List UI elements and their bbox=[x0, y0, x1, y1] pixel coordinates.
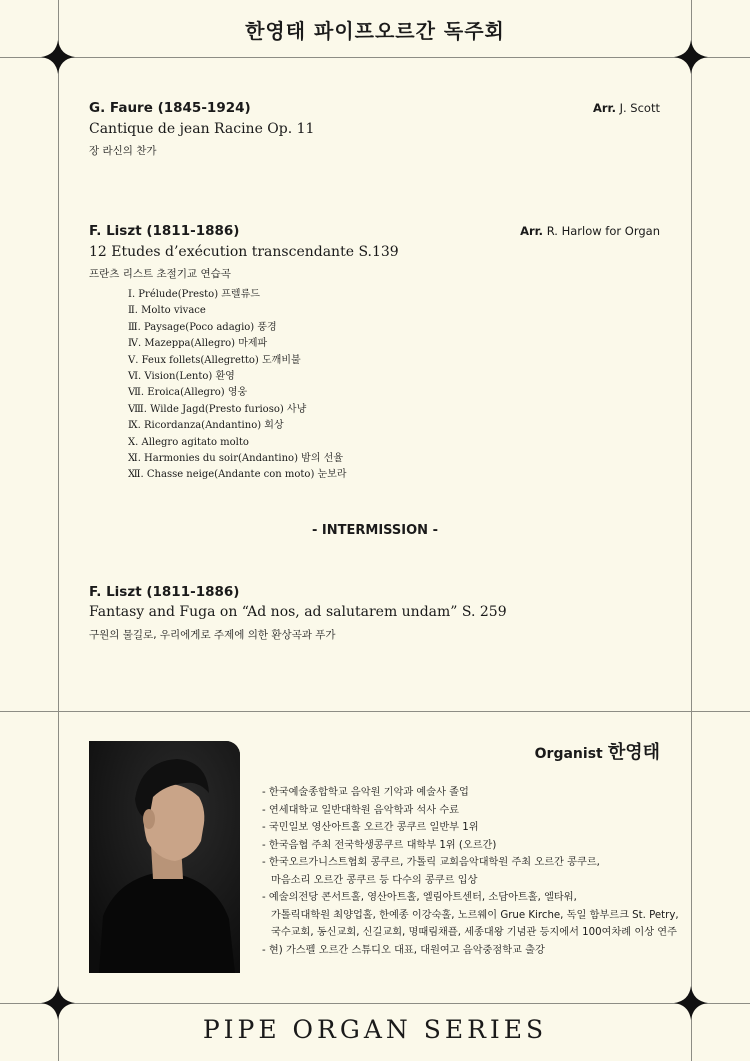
arranger bbox=[593, 101, 660, 115]
movement-item: Ⅳ. Mazeppa(Allegro) 마제파 bbox=[128, 338, 268, 350]
composer-name: F. Liszt (1811-1886) bbox=[89, 584, 240, 600]
bio-item: 국수교회, 동신교회, 신길교회, 명때림채플, 세종대왕 기념관 등지에서 100여차례 이상 연주 bbox=[271, 927, 677, 938]
work-korean-title: 구원의 물길로, 우리에게로 주제에 의한 환상곡과 푸가 bbox=[89, 629, 336, 641]
bio-item: - 한국예술종합학교 음악원 기악과 예술사 졸업 bbox=[262, 787, 469, 798]
bio-item: 마음소리 오르간 콩쿠르 등 다수의 콩쿠르 입상 bbox=[271, 874, 478, 886]
bio-item: - 국민일보 영산아트홀 오르간 콩쿠르 일반부 1위 bbox=[262, 822, 479, 833]
composer-name: G. Faure (1845-1924) bbox=[89, 100, 251, 116]
bio-item: - 한국음협 주최 전국학생콩쿠르 대학부 1위 (오르간) bbox=[262, 839, 497, 851]
movement-item: Ⅶ. Eroica(Allegro) 영웅 bbox=[128, 387, 248, 399]
organist-name: 한영태 bbox=[607, 742, 660, 763]
series-title: PIPE ORGAN SERIES bbox=[202, 1015, 548, 1044]
bio-item: - 예술의전당 콘서트홀, 영산아트홀, 엘림아트센터, 소담아트홀, 엘타워, bbox=[262, 892, 577, 903]
composer-name: F. Liszt (1811-1886) bbox=[89, 223, 240, 239]
movement-item: Ⅺ. Harmonies du soir(Andantino) 밤의 선율 bbox=[128, 452, 343, 464]
bio-item: - 현) 가스펠 오르간 스튜디오 대표, 대원여고 음악중점학교 출강 bbox=[262, 944, 545, 956]
movement-list bbox=[128, 287, 347, 484]
movement-item: Ⅻ. Chasse neige(Andante con moto) 눈보라 bbox=[128, 469, 347, 481]
organist-photo bbox=[89, 741, 240, 973]
bio-item: 가톨릭대학원 최양업홀, 한예종 이강숙홀, 노르웨이 Grue Kirche, 독일 함부르크 St. Petry, bbox=[271, 909, 679, 921]
organist-heading bbox=[535, 738, 660, 764]
arranger-name: J. Scott bbox=[619, 101, 660, 115]
arranger-label: Arr. bbox=[520, 224, 544, 238]
sparkle-icon bbox=[41, 40, 75, 74]
work-title: Fantasy and Fuga on “Ad nos, ad salutarem undam” S. 259 bbox=[89, 604, 507, 620]
movement-item: Ⅴ. Feux follets(Allegretto) 도깨비불 bbox=[128, 354, 301, 366]
movement-item: Ⅱ. Molto vivace bbox=[128, 305, 206, 317]
intermission-label: - INTERMISSION - bbox=[311, 523, 438, 538]
movement-item: Ⅹ. Allegro agitato molto bbox=[128, 436, 249, 448]
arranger-name: R. Harlow for Organ bbox=[546, 224, 660, 238]
top-rule bbox=[0, 57, 750, 58]
movement-item: Ⅷ. Wilde Jagd(Presto furioso) 사냥 bbox=[128, 403, 307, 415]
work-title: Cantique de jean Racine Op. 11 bbox=[89, 121, 315, 137]
recital-title: 한영태 파이프오르간 독주회 bbox=[245, 19, 505, 43]
work-korean-title: 프란츠 리스트 초절기교 연습곡 bbox=[89, 268, 231, 280]
work-korean-title: 장 라신의 찬가 bbox=[89, 145, 157, 157]
movement-item: Ⅰ. Prélude(Presto) 프렐류드 bbox=[128, 289, 260, 300]
movement-item: Ⅲ. Paysage(Poco adagio) 풍경 bbox=[128, 321, 277, 333]
organist-role: Organist bbox=[534, 746, 603, 762]
movement-item: Ⅸ. Ricordanza(Andantino) 회상 bbox=[128, 420, 284, 432]
bio-item: - 한국오르가니스트협회 콩쿠르, 가톨릭 교회음악대학원 주최 오르간 콩쿠르, bbox=[262, 857, 600, 868]
organist-bio bbox=[262, 784, 679, 959]
arranger bbox=[520, 224, 660, 238]
section-rule bbox=[0, 711, 750, 712]
arranger-label: Arr. bbox=[592, 101, 616, 115]
movement-item: Ⅵ. Vision(Lento) 환영 bbox=[128, 370, 235, 382]
sparkle-icon bbox=[674, 40, 708, 74]
bio-item: - 연세대학교 일반대학원 음악학과 석사 수료 bbox=[262, 804, 460, 816]
work-title: 12 Etudes d’exécution transcendante S.139 bbox=[89, 244, 399, 260]
bottom-rule bbox=[0, 1003, 750, 1004]
